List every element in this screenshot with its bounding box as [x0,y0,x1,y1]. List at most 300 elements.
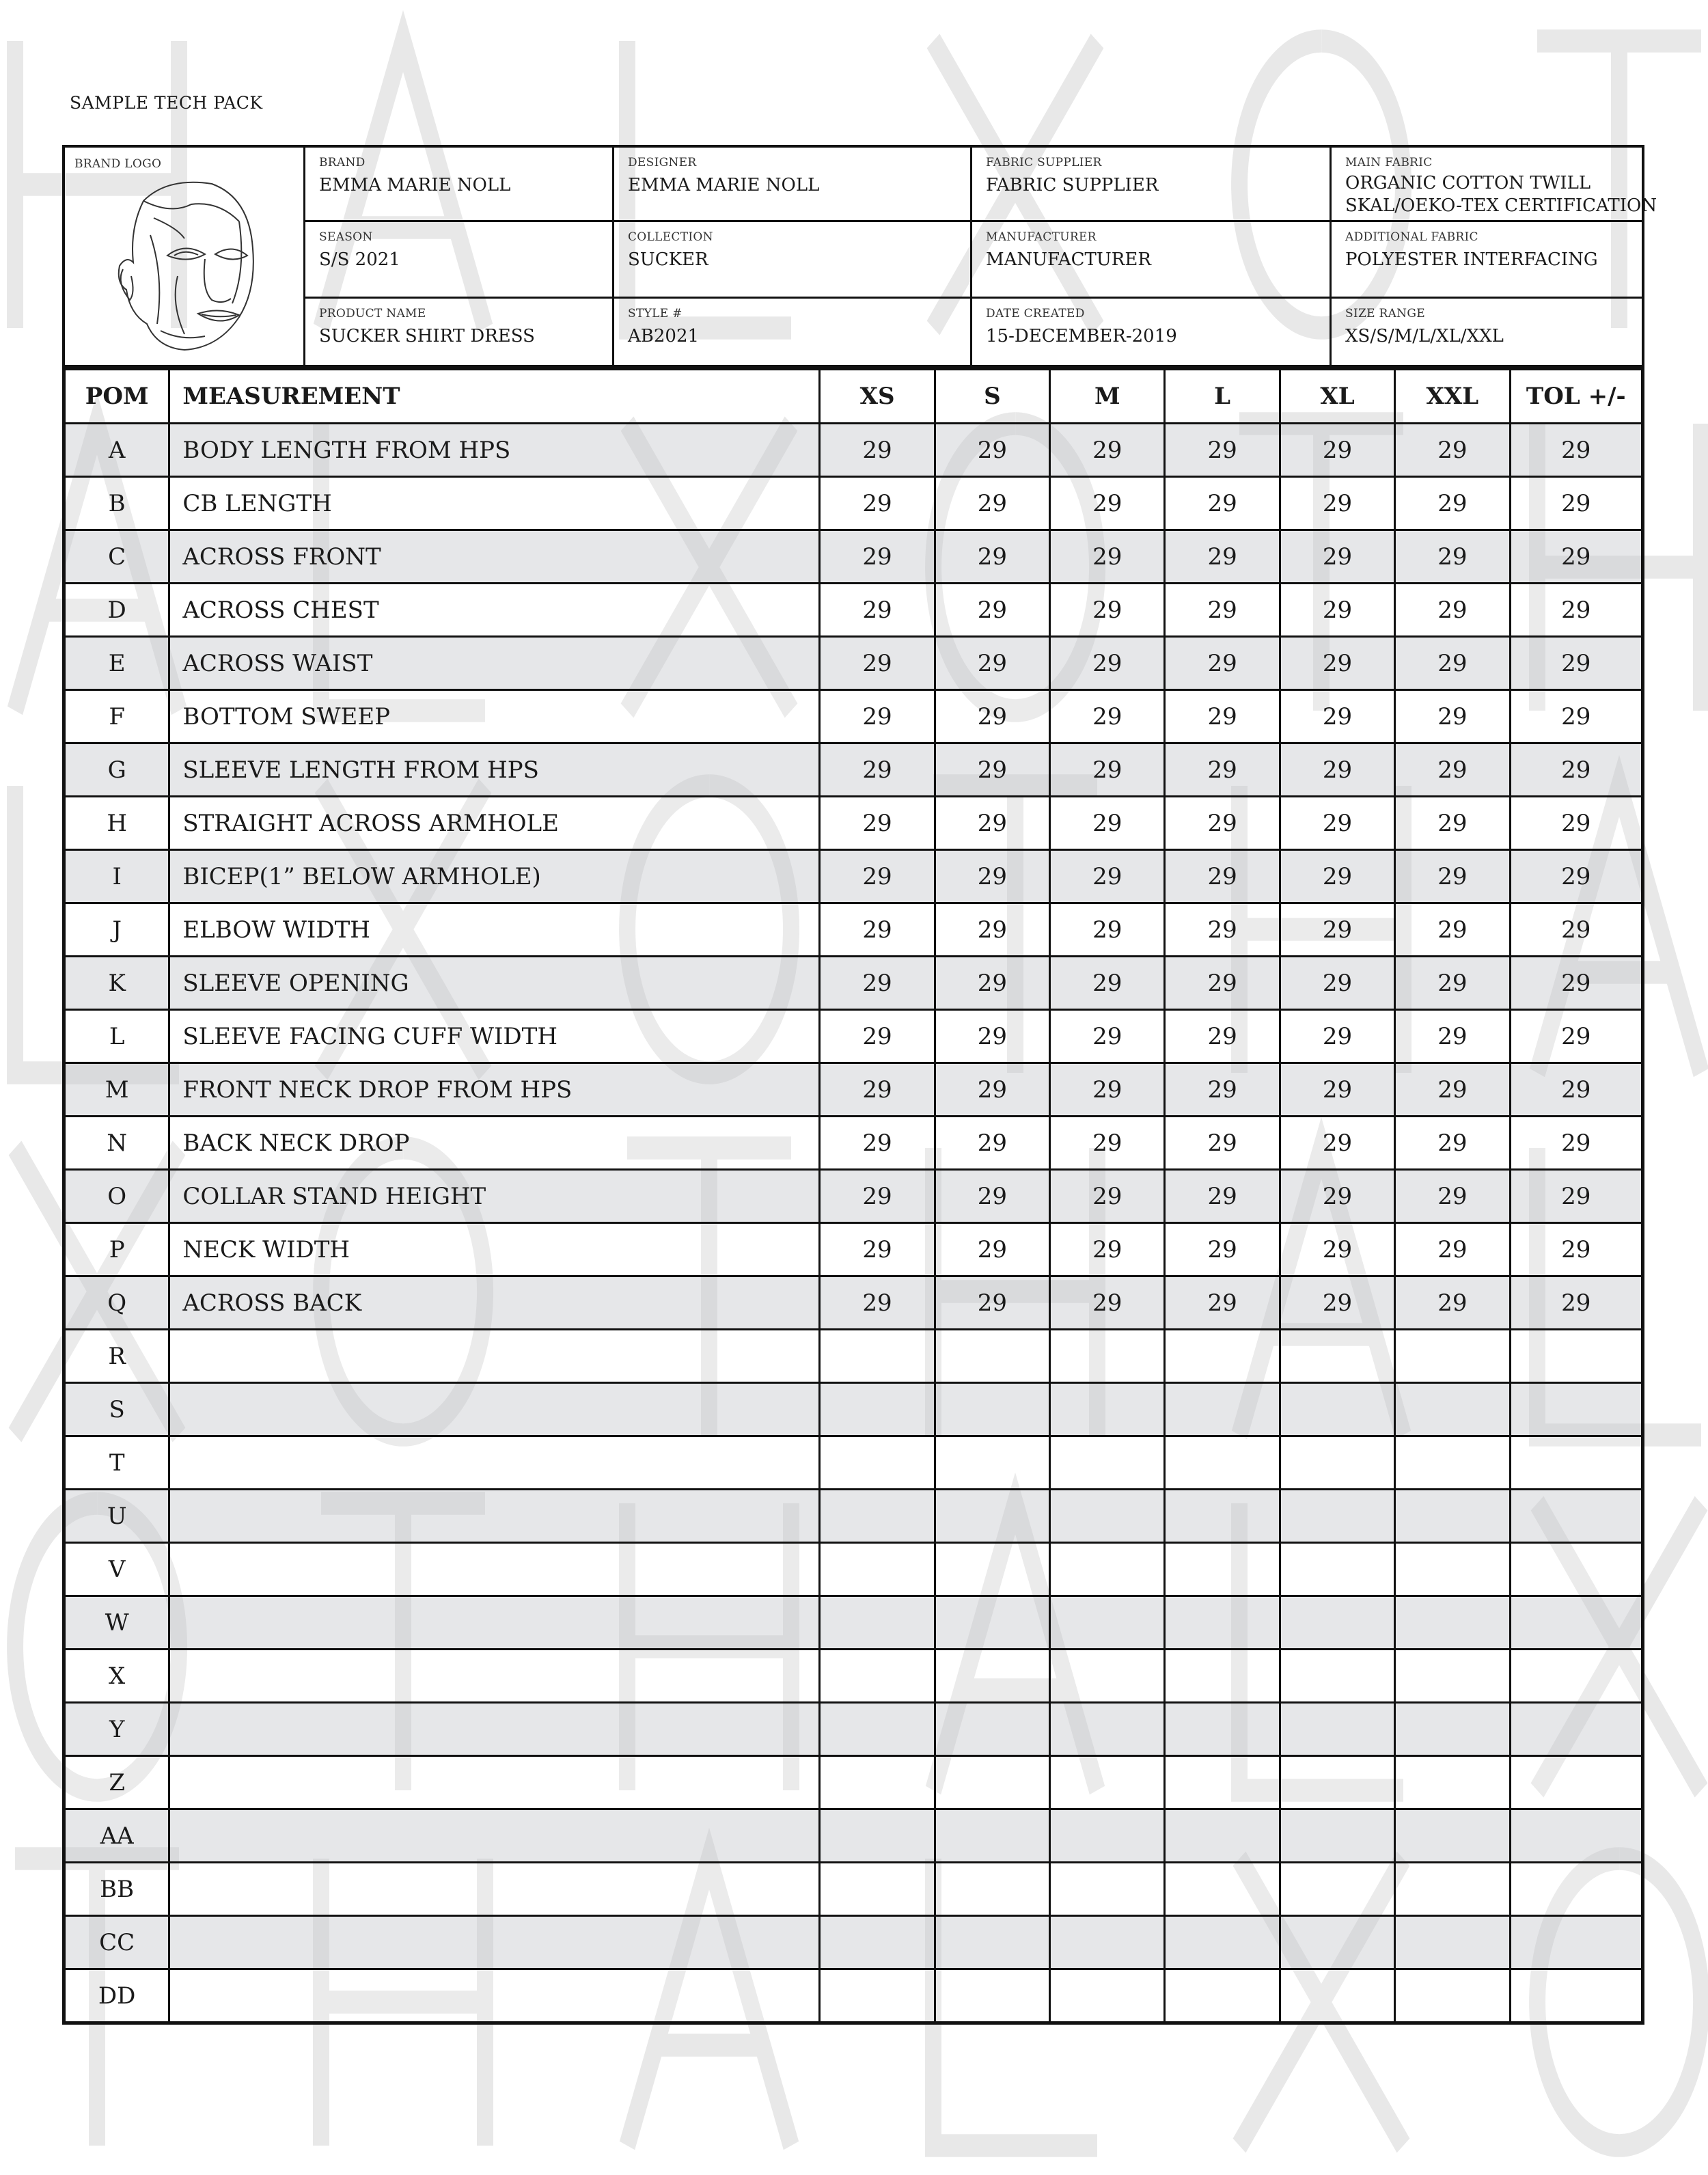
table-row [64,1436,1643,1490]
value-cell-l: 29 [1165,637,1280,690]
col-header-measurement: MEASUREMENT [169,369,820,424]
value-cell-xs [820,1756,935,1809]
value-cell-tolerance [1510,1543,1642,1596]
table-row [64,1170,1643,1223]
value-cell-tolerance: 29 [1510,1223,1642,1276]
value-cell-l: 29 [1165,1276,1280,1330]
pom-cell: CC [64,1916,169,1969]
header-block [62,145,1657,368]
value-cell-xs: 29 [820,637,935,690]
value-cell-s [935,1756,1049,1809]
measurement-cell [169,1436,820,1490]
value-cell-xl: 29 [1280,743,1394,797]
value-cell-l: 29 [1165,1117,1280,1170]
value-cell-m [1050,1756,1165,1809]
value-cell-l [1165,1650,1280,1703]
value-cell-tolerance: 29 [1510,743,1642,797]
pom-cell: AA [64,1809,169,1863]
value-cell-m: 29 [1050,1063,1165,1117]
measurement-cell [169,1916,820,1969]
manufacturer-label: MANUFACTURER [986,230,1097,244]
value-cell-tolerance [1510,1490,1642,1543]
col-header-m: M [1050,369,1165,424]
measurement-cell: SLEEVE LENGTH FROM HPS [169,743,820,797]
pom-cell: E [64,637,169,690]
value-cell-m: 29 [1050,957,1165,1010]
value-cell-s: 29 [935,1117,1049,1170]
value-cell-l [1165,1863,1280,1916]
value-cell-xxl [1395,1330,1510,1383]
pom-cell: B [64,477,169,530]
table-row [64,743,1643,797]
additional-fabric-field [1332,222,1642,271]
value-cell-m: 29 [1050,424,1165,477]
season-value: S/S 2021 [319,249,400,270]
value-cell-m: 29 [1050,797,1165,850]
value-cell-xs: 29 [820,424,935,477]
value-cell-xs: 29 [820,1010,935,1063]
value-cell-tolerance: 29 [1510,1117,1642,1170]
pom-cell: W [64,1596,169,1650]
value-cell-xs: 29 [820,903,935,957]
value-cell-xxl: 29 [1395,1010,1510,1063]
col-header-xl: XL [1280,369,1394,424]
style-value: AB2021 [628,326,700,346]
measurement-cell: SLEEVE FACING CUFF WIDTH [169,1010,820,1063]
style-field [614,299,970,348]
value-cell-s: 29 [935,797,1049,850]
measurement-cell: BODY LENGTH FROM HPS [169,424,820,477]
pom-cell: H [64,797,169,850]
value-cell-xxl [1395,1436,1510,1490]
value-cell-tolerance: 29 [1510,1063,1642,1117]
value-cell-s [935,1330,1049,1383]
season-field [305,222,612,271]
table-row [64,477,1643,530]
value-cell-xxl: 29 [1395,477,1510,530]
value-cell-m: 29 [1050,1276,1165,1330]
measurement-cell: SLEEVE OPENING [169,957,820,1010]
value-cell-l: 29 [1165,690,1280,743]
product-name-field [305,299,612,348]
season-label: SEASON [319,230,373,244]
pom-cell: BB [64,1863,169,1916]
pom-cell: U [64,1490,169,1543]
date-created-value: 15-DECEMBER-2019 [986,326,1177,346]
value-cell-xl [1280,1330,1394,1383]
value-cell-tolerance [1510,1330,1642,1383]
value-cell-xs [820,1969,935,2023]
value-cell-xxl [1395,1703,1510,1756]
value-cell-xl: 29 [1280,690,1394,743]
value-cell-m [1050,1703,1165,1756]
value-cell-xxl: 29 [1395,584,1510,637]
main-fabric-line-1: ORGANIC COTTON TWILL [1345,173,1591,193]
value-cell-xs: 29 [820,690,935,743]
measurement-cell [169,1596,820,1650]
value-cell-xl: 29 [1280,1276,1394,1330]
value-cell-xl [1280,1383,1394,1436]
value-cell-xl [1280,1596,1394,1650]
value-cell-m: 29 [1050,903,1165,957]
value-cell-xxl [1395,1756,1510,1809]
value-cell-s: 29 [935,1223,1049,1276]
value-cell-tolerance [1510,1863,1642,1916]
value-cell-xxl: 29 [1395,1063,1510,1117]
value-cell-l [1165,1703,1280,1756]
brand-field [305,148,612,197]
value-cell-xxl: 29 [1395,957,1510,1010]
value-cell-m [1050,1383,1165,1436]
value-cell-xl [1280,1490,1394,1543]
value-cell-s: 29 [935,690,1049,743]
table-row [64,1969,1643,2023]
measurement-cell: ACROSS CHEST [169,584,820,637]
value-cell-xs: 29 [820,957,935,1010]
value-cell-s [935,1650,1049,1703]
table-header-row [64,369,1643,424]
value-cell-l: 29 [1165,424,1280,477]
main-fabric-field [1332,148,1657,217]
value-cell-xl: 29 [1280,850,1394,903]
fabric-supplier-value: FABRIC SUPPLIER [986,175,1159,195]
table-row [64,1596,1643,1650]
value-cell-s [935,1543,1049,1596]
collection-field [614,222,970,271]
value-cell-tolerance: 29 [1510,477,1642,530]
value-cell-l: 29 [1165,797,1280,850]
value-cell-xl [1280,1809,1394,1863]
col-header-l: L [1165,369,1280,424]
col-header-xs: XS [820,369,935,424]
value-cell-xl: 29 [1280,1170,1394,1223]
value-cell-xl: 29 [1280,530,1394,584]
value-cell-l: 29 [1165,1223,1280,1276]
value-cell-xl: 29 [1280,584,1394,637]
fabric-supplier-field [972,148,1330,197]
value-cell-l: 29 [1165,743,1280,797]
size-range-value: XS/S/M/L/XL/XXL [1345,326,1504,346]
table-row [64,1117,1643,1170]
value-cell-xs: 29 [820,797,935,850]
fabric-supplier-label: FABRIC SUPPLIER [986,156,1102,169]
value-cell-m [1050,1330,1165,1383]
value-cell-l [1165,1969,1280,2023]
value-cell-xs [820,1650,935,1703]
table-row [64,957,1643,1010]
brand-label: BRAND [319,156,366,169]
value-cell-s [935,1490,1049,1543]
pom-cell: D [64,584,169,637]
measurement-cell: ELBOW WIDTH [169,903,820,957]
value-cell-s [935,1916,1049,1969]
date-created-label: DATE CREATED [986,307,1085,320]
value-cell-xl: 29 [1280,903,1394,957]
table-row [64,1650,1643,1703]
value-cell-m: 29 [1050,530,1165,584]
style-label: STYLE # [628,307,683,320]
pom-cell: F [64,690,169,743]
value-cell-tolerance [1510,1596,1642,1650]
measurement-cell [169,1863,820,1916]
value-cell-s [935,1596,1049,1650]
value-cell-xs: 29 [820,1117,935,1170]
measurement-cell [169,1383,820,1436]
value-cell-m: 29 [1050,1170,1165,1223]
value-cell-l: 29 [1165,584,1280,637]
value-cell-xs: 29 [820,584,935,637]
value-cell-m: 29 [1050,1117,1165,1170]
value-cell-tolerance: 29 [1510,850,1642,903]
manufacturer-value: MANUFACTURER [986,249,1151,270]
value-cell-s: 29 [935,850,1049,903]
value-cell-m [1050,1543,1165,1596]
value-cell-xs [820,1490,935,1543]
measurement-cell: STRAIGHT ACROSS ARMHOLE [169,797,820,850]
value-cell-xs: 29 [820,850,935,903]
value-cell-s: 29 [935,477,1049,530]
designer-label: DESIGNER [628,156,697,169]
value-cell-xs [820,1863,935,1916]
measurement-cell: ACROSS FRONT [169,530,820,584]
value-cell-xs: 29 [820,1063,935,1117]
col-header-xxl: XXL [1395,369,1510,424]
value-cell-s: 29 [935,1276,1049,1330]
measurement-cell: CB LENGTH [169,477,820,530]
value-cell-tolerance [1510,1916,1642,1969]
value-cell-s: 29 [935,903,1049,957]
value-cell-l [1165,1596,1280,1650]
value-cell-m [1050,1809,1165,1863]
pom-cell: J [64,903,169,957]
value-cell-xs: 29 [820,477,935,530]
value-cell-m [1050,1490,1165,1543]
value-cell-xxl: 29 [1395,743,1510,797]
value-cell-xxl: 29 [1395,1223,1510,1276]
pom-cell: V [64,1543,169,1596]
value-cell-xl: 29 [1280,424,1394,477]
document-title: SAMPLE TECH PACK [70,93,263,113]
value-cell-xl: 29 [1280,1063,1394,1117]
value-cell-tolerance: 29 [1510,1276,1642,1330]
value-cell-tolerance: 29 [1510,690,1642,743]
value-cell-xxl: 29 [1395,530,1510,584]
value-cell-s: 29 [935,424,1049,477]
product-name-label: PRODUCT NAME [319,307,426,320]
value-cell-xxl: 29 [1395,850,1510,903]
value-cell-s: 29 [935,1063,1049,1117]
table-row [64,1063,1643,1117]
value-cell-xxl [1395,1863,1510,1916]
table-row [64,584,1643,637]
value-cell-l: 29 [1165,530,1280,584]
designer-value: EMMA MARIE NOLL [628,175,820,195]
value-cell-tolerance: 29 [1510,1170,1642,1223]
brand-logo-label: BRAND LOGO [74,157,162,171]
value-cell-tolerance [1510,1809,1642,1863]
value-cell-l: 29 [1165,957,1280,1010]
value-cell-xl [1280,1650,1394,1703]
value-cell-l: 29 [1165,1063,1280,1117]
value-cell-l [1165,1916,1280,1969]
pom-cell: G [64,743,169,797]
table-row [64,850,1643,903]
main-fabric-value [1345,172,1657,217]
measurement-cell [169,1969,820,2023]
pom-cell: X [64,1650,169,1703]
value-cell-xxl: 29 [1395,424,1510,477]
value-cell-m: 29 [1050,637,1165,690]
value-cell-tolerance: 29 [1510,637,1642,690]
table-body [64,424,1643,2023]
value-cell-xl: 29 [1280,957,1394,1010]
value-cell-m [1050,1650,1165,1703]
pom-cell: Z [64,1756,169,1809]
pom-cell: Y [64,1703,169,1756]
table-row [64,1863,1643,1916]
value-cell-xxl: 29 [1395,1276,1510,1330]
pom-cell: S [64,1383,169,1436]
value-cell-m [1050,1863,1165,1916]
value-cell-m: 29 [1050,850,1165,903]
measurement-cell: COLLAR STAND HEIGHT [169,1170,820,1223]
value-cell-s: 29 [935,743,1049,797]
measurement-cell: NECK WIDTH [169,1223,820,1276]
date-created-field [972,299,1330,348]
pom-cell: A [64,424,169,477]
value-cell-xs [820,1596,935,1650]
pom-cell: O [64,1170,169,1223]
measurement-cell [169,1543,820,1596]
table-row [64,1383,1643,1436]
value-cell-m [1050,1436,1165,1490]
value-cell-xs [820,1703,935,1756]
value-cell-l [1165,1809,1280,1863]
value-cell-xxl [1395,1596,1510,1650]
value-cell-s: 29 [935,530,1049,584]
product-name-value: SUCKER SHIRT DRESS [319,326,535,346]
measurement-cell: BOTTOM SWEEP [169,690,820,743]
value-cell-m: 29 [1050,1223,1165,1276]
value-cell-xs [820,1916,935,1969]
value-cell-xxl [1395,1916,1510,1969]
size-range-label: SIZE RANGE [1345,307,1425,320]
value-cell-s [935,1863,1049,1916]
value-cell-xl [1280,1756,1394,1809]
value-cell-xs: 29 [820,743,935,797]
pom-cell: R [64,1330,169,1383]
table-row [64,1543,1643,1596]
table-row [64,1703,1643,1756]
measurement-cell: BACK NECK DROP [169,1117,820,1170]
value-cell-l [1165,1490,1280,1543]
value-cell-xxl [1395,1809,1510,1863]
pom-cell: L [64,1010,169,1063]
value-cell-xl: 29 [1280,1117,1394,1170]
measurement-cell [169,1703,820,1756]
value-cell-l [1165,1436,1280,1490]
table-row [64,1330,1643,1383]
table-row [64,1809,1643,1863]
table-row [64,690,1643,743]
value-cell-tolerance: 29 [1510,584,1642,637]
collection-value: SUCKER [628,249,708,270]
value-cell-s: 29 [935,1010,1049,1063]
value-cell-xxl: 29 [1395,637,1510,690]
main-fabric-line-2: SKAL/OEKO-TEX CERTIFICATION [1345,195,1657,216]
measurement-spec-table [62,367,1644,2025]
measurement-cell [169,1650,820,1703]
pom-cell: C [64,530,169,584]
value-cell-tolerance [1510,1436,1642,1490]
value-cell-xl [1280,1703,1394,1756]
value-cell-xl: 29 [1280,1010,1394,1063]
manufacturer-field [972,222,1330,271]
value-cell-xs [820,1330,935,1383]
value-cell-m: 29 [1050,584,1165,637]
value-cell-tolerance: 29 [1510,424,1642,477]
value-cell-tolerance [1510,1969,1642,2023]
value-cell-l: 29 [1165,1170,1280,1223]
value-cell-xxl [1395,1650,1510,1703]
col-header-tolerance: TOL +/- [1510,369,1642,424]
value-cell-xl [1280,1863,1394,1916]
value-cell-tolerance [1510,1703,1642,1756]
measurement-cell: ACROSS BACK [169,1276,820,1330]
value-cell-s: 29 [935,1170,1049,1223]
value-cell-tolerance [1510,1383,1642,1436]
value-cell-xs [820,1543,935,1596]
measurement-cell [169,1490,820,1543]
table-row [64,1010,1643,1063]
value-cell-s [935,1703,1049,1756]
value-cell-xl [1280,1543,1394,1596]
value-cell-s: 29 [935,637,1049,690]
value-cell-m [1050,1969,1165,2023]
value-cell-s [935,1809,1049,1863]
value-cell-s [935,1436,1049,1490]
value-cell-tolerance: 29 [1510,1010,1642,1063]
value-cell-m: 29 [1050,1010,1165,1063]
measurement-cell: ACROSS WAIST [169,637,820,690]
pom-cell: N [64,1117,169,1170]
table-row [64,424,1643,477]
value-cell-xl [1280,1916,1394,1969]
value-cell-xxl [1395,1543,1510,1596]
value-cell-xs: 29 [820,530,935,584]
value-cell-xxl: 29 [1395,797,1510,850]
value-cell-s [935,1969,1049,2023]
value-cell-xxl: 29 [1395,1170,1510,1223]
value-cell-l [1165,1383,1280,1436]
value-cell-s [935,1383,1049,1436]
value-cell-l: 29 [1165,903,1280,957]
value-cell-tolerance [1510,1650,1642,1703]
value-cell-m: 29 [1050,690,1165,743]
pom-cell: K [64,957,169,1010]
pom-cell: I [64,850,169,903]
value-cell-l [1165,1330,1280,1383]
value-cell-s: 29 [935,584,1049,637]
value-cell-xxl: 29 [1395,1117,1510,1170]
value-cell-xxl [1395,1383,1510,1436]
measurement-cell: FRONT NECK DROP FROM HPS [169,1063,820,1117]
pom-cell: Q [64,1276,169,1330]
additional-fabric-value: POLYESTER INTERFACING [1345,249,1598,270]
additional-fabric-label: ADDITIONAL FABRIC [1345,230,1478,244]
pom-cell: P [64,1223,169,1276]
value-cell-xl: 29 [1280,797,1394,850]
